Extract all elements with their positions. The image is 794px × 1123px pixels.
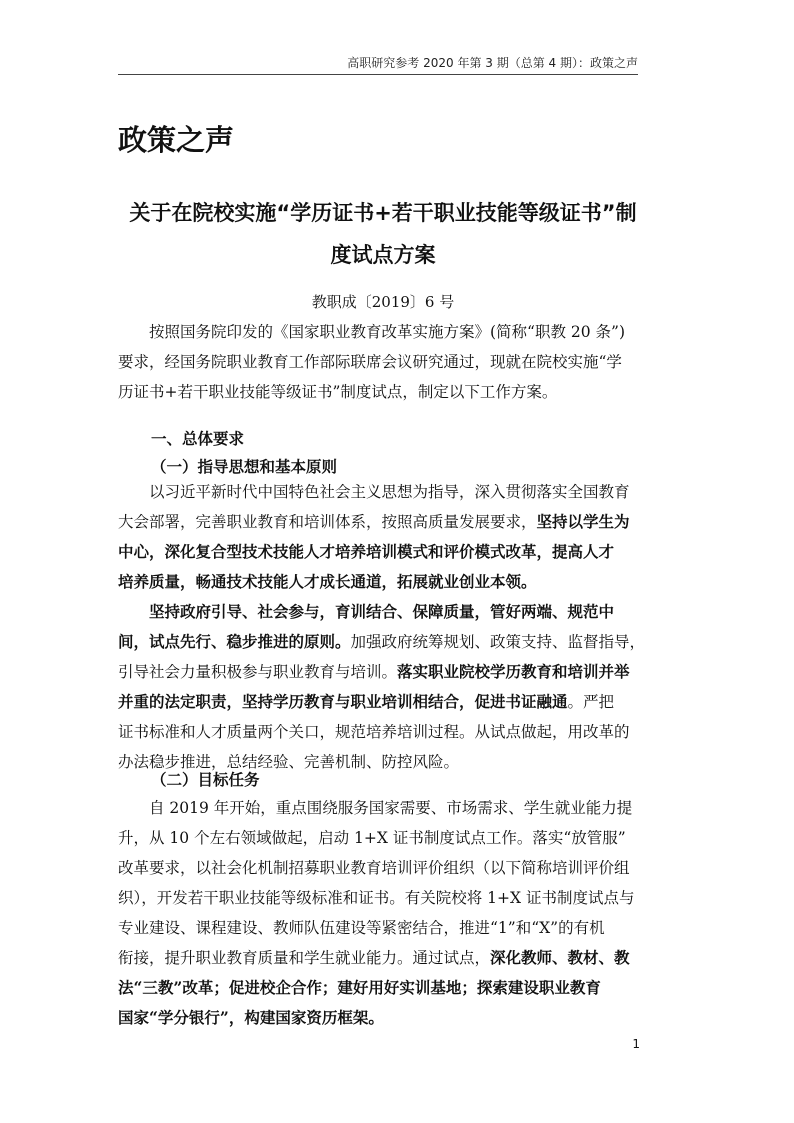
body-line [118,687,648,717]
emphasis-text: 培养质量，畅通技术技能人才成长通道，拓展就业创业本领。 [118,572,537,591]
body-line: 自 2019 年开始，重点围绕服务国家需要、市场需求、学生就业能力提 [149,799,633,817]
body-text-run: 衔接，提升职业教育质量和学生就业能力。通过试点， [118,949,491,967]
body-line: 改革要求，以社会化机制招募职业教育培训评价组织（以下简称培训评价组 [118,859,630,877]
body-text-run: 引导社会力量积极参与职业教育与培训。 [118,663,398,681]
intro-line: 要求，经国务院职业教育工作部际联席会议研究通过，现就在院校实施“学 [118,353,622,371]
emphasis-text: 深化教师、教材、教 [490,948,630,967]
emphasis-text: 国家“学分银行”，构建国家资历框架。 [118,1008,384,1027]
principles-paragraph-1 [118,477,648,597]
document-title [118,192,648,276]
intro-line: 历证书+若干职业技能等级证书”制度试点，制定以下工作方案。 [118,383,558,401]
emphasis-text: 落实职业院校学历教育和培训并举 [397,662,630,681]
principles-paragraph-2 [118,597,648,777]
body-line [118,507,648,537]
running-header: 高职研究参考 2020 年第 3 期（总第 4 期）：政策之声 [347,56,638,70]
page-number: 1 [632,1037,640,1051]
heading-objectives: （二）目标任务 [151,771,260,789]
body-text-run: 大会部署，完善职业教育和培训体系，按照高质量发展要求， [118,513,537,531]
body-line [118,627,648,657]
document-title-line-2: 度试点方案 [330,243,436,267]
body-line [118,943,648,973]
body-line [118,973,648,1003]
body-text-run: 。严把 [567,693,615,711]
section-title: 政策之声 [118,123,235,157]
intro-line: 按照国务院印发的《国家职业教育改革实施方案》(简称“职教 20 条”) [149,323,626,341]
body-line [118,567,648,597]
body-line [118,597,648,627]
heading-guiding-principles: （一）指导思想和基本原则 [151,458,338,476]
body-line: 办法稳步推进，总结经验、完善机制、防控风险。 [118,753,460,771]
body-line [118,1003,648,1033]
emphasis-text: 坚持政府引导、社会参与，育训结合、保障质量，管好两端、规范中 [149,602,615,621]
heading-general-requirements: 一、总体要求 [151,430,245,448]
body-line: 以习近平新时代中国特色社会主义思想为指导，深入贯彻落实全国教育 [149,483,630,501]
body-line: 织），开发若干职业技能等级标准和证书。有关院校将 1+X 证书制度试点与 [118,889,635,907]
body-line: 证书标准和人才质量两个关口，规范培养培训过程。从试点做起，用改革的 [118,723,630,741]
document-title-line-1: 关于在院校实施“学历证书+若干职业技能等级证书”制 [129,201,637,225]
document-number: 教职成〔2019〕6 号 [311,293,455,311]
emphasis-text: 间，试点先行、稳步推进的原则。 [118,632,351,651]
body-line [118,537,648,567]
emphasis-text: 法“三教”改革；促进校企合作；建好用好实训基地；探索建设职业教育 [118,978,601,997]
body-line [118,657,648,687]
body-line: 升，从 10 个左右领域做起，启动 1+X 证书制度试点工作。落实“放管服” [118,829,626,847]
body-text-run: 加强政府统筹规划、政策支持、监督指导， [350,633,646,651]
objectives-paragraph [118,793,648,1033]
header-rule [118,74,638,75]
emphasis-text: 并重的法定职责，坚持学历教育与职业培训相结合，促进书证融通 [118,692,568,711]
emphasis-text: 坚持以学生为 [536,512,630,531]
intro-paragraph [118,317,648,407]
emphasis-text: 中心，深化复合型技术技能人才培养培训模式和评价模式改革，提高人才 [118,542,615,561]
body-line: 专业建设、课程建设、教师队伍建设等紧密结合，推进“1”和“X”的有机 [118,919,605,937]
